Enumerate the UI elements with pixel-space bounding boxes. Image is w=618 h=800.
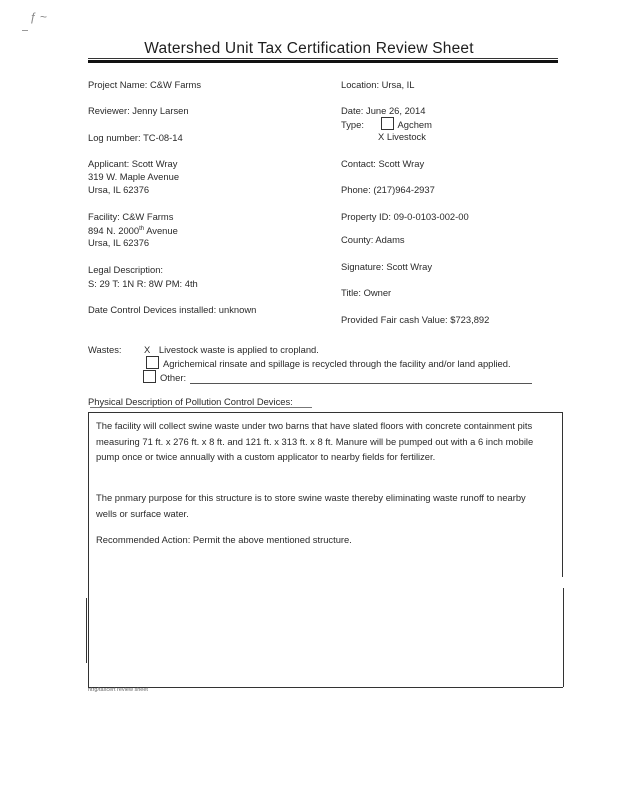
applicant-street: 319 W. Maple Avenue <box>88 171 180 182</box>
agrichemical-checkbox[interactable] <box>146 356 159 369</box>
county: County: Adams <box>341 234 405 245</box>
agrichemical-text: Agrichemical rinsate and spillage is recycled through the facility and/or land applied. <box>163 358 511 369</box>
title-field: Title: Owner <box>341 287 392 298</box>
facility-street-pre: 894 N. 2000 <box>88 225 140 236</box>
log-number: Log number: TC-08-14 <box>88 132 183 143</box>
corner-dash <box>22 30 28 31</box>
fair-cash-value: Provided Fair cash Value: $723,892 <box>341 314 490 325</box>
other-fill-line <box>190 383 532 384</box>
waste-livestock-row <box>144 343 319 356</box>
phone: Phone: (217)964-2937 <box>341 184 435 195</box>
type-livestock: X Livestock <box>378 131 426 142</box>
legal-description-value: S: 29 T: 1N R: 8W PM: 4th <box>88 278 198 289</box>
livestock-waste-text: Livestock waste is applied to cropland. <box>158 344 319 355</box>
type-row <box>341 117 432 131</box>
waste-other-row <box>143 370 186 384</box>
description-paragraph-2: The pnmary purpose for this structure is to store swine waste thereby eliminating waste runoff to nearby wells or surface water. <box>96 492 526 519</box>
wastes-label: Wastes: <box>88 344 122 355</box>
physical-label-underline <box>90 407 312 408</box>
description-box-bottom <box>88 687 563 688</box>
type-label: Type: <box>341 119 364 130</box>
applicant-city: Ursa, IL 62376 <box>88 184 150 195</box>
project-name: Project Name: C&W Farms <box>88 79 202 90</box>
page-title: Watershed Unit Tax Certification Review Sheet <box>144 40 474 57</box>
other-text: Other: <box>160 372 187 383</box>
date: Date: June 26, 2014 <box>341 105 426 116</box>
title-rule-thick <box>88 60 558 63</box>
description-paragraph-1: The facility will collect swine waste under two barns that have slated floors with concrete containment pits measuring 71 ft. x 276 ft. x 8 ft. and 121 ft. x 313 ft. x 8 ft. Manure will be pumped out with a 6 inch mobile pump once or twice annually with a custom applicator to nearby fields for fertilizer. <box>96 420 534 462</box>
facility-street-post: Avenue <box>144 225 178 236</box>
corner-marks: ƒ ~ <box>30 10 48 24</box>
recommended-action: Recommended Action: Permit the above mentioned structure. <box>96 534 352 545</box>
description-box-right-upper <box>562 412 563 577</box>
description-box-left <box>88 412 89 687</box>
other-checkbox[interactable] <box>143 370 156 383</box>
title-rule-thin <box>88 58 558 59</box>
date-installed: Date Control Devices installed: unknown <box>88 304 257 315</box>
reviewer: Reviewer: Jenny Larsen <box>88 105 189 116</box>
signature: Signature: Scott Wray <box>341 261 433 272</box>
description-box-top <box>88 412 563 413</box>
facility-street <box>88 223 178 237</box>
facility-name: Facility: C&W Farms <box>88 211 174 222</box>
property-id: Property ID: 09-0-0103-002-00 <box>341 211 469 222</box>
legal-description-label: Legal Description: <box>88 264 164 275</box>
type-agchem: Agchem <box>397 119 432 130</box>
waste-agrichemical-row <box>146 356 511 370</box>
livestock-mark: X <box>144 344 151 355</box>
location: Location: Ursa, IL <box>341 79 415 90</box>
facility-street-sup: th <box>139 226 145 232</box>
agchem-checkbox[interactable] <box>381 117 394 130</box>
description-box-left-mark <box>86 598 87 663</box>
physical-description-label: Physical Description of Pollution Control Devices: <box>88 396 293 407</box>
applicant-name: Applicant: Scott Wray <box>88 158 178 169</box>
contact: Contact: Scott Wray <box>341 158 425 169</box>
description-box-right-lower <box>563 588 564 687</box>
footer-text: ntrg/taxcert review sheet <box>88 687 148 693</box>
facility-city: Ursa, IL 62376 <box>88 237 150 248</box>
